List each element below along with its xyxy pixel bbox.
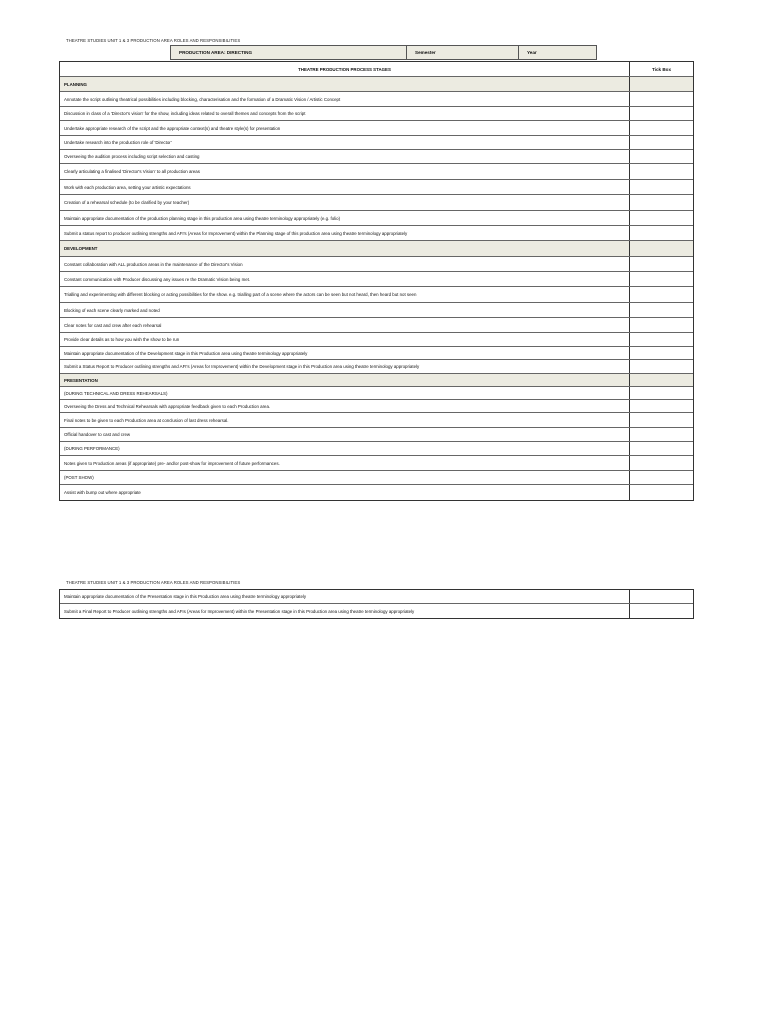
task-description: (POST SHOW) [60, 471, 630, 484]
task-description: Discussion in class of a 'Director's vision' for the show, including ideas related to overall themes and concepts from the script [60, 107, 630, 120]
table-row [60, 333, 693, 347]
table-row [60, 360, 693, 374]
task-description: Blocking of each scene clearly marked and noted [60, 303, 630, 317]
table-row [60, 442, 693, 456]
process-stages-table [59, 61, 694, 501]
task-description: Official handover to cast and crew [60, 428, 630, 441]
production-area-bar [170, 45, 597, 60]
tick-box[interactable] [630, 400, 693, 412]
task-description: Submit a status report to producer outlining strengths and AFI's (Areas for Improvement) within the Planning stage of this production area using theatre terminology appropriately [60, 226, 630, 240]
section-row [60, 241, 693, 257]
tick-box[interactable] [630, 471, 693, 484]
year-field[interactable]: Year [518, 46, 596, 59]
tick-box[interactable] [630, 485, 693, 500]
stages-header: THEATRE PRODUCTION PROCESS STAGES [60, 62, 630, 76]
task-description: Clearly articulating a finalised 'Director's Vision' to all production areas [60, 164, 630, 179]
table-row [60, 604, 693, 618]
task-description: (DURING TECHNICAL AND DRESS REHEARSALS) [60, 387, 630, 399]
tick-box[interactable] [630, 413, 693, 427]
section-row [60, 374, 693, 387]
table-row [60, 180, 693, 195]
tick-box[interactable] [630, 442, 693, 455]
tick-box[interactable] [630, 387, 693, 399]
tick-box[interactable] [630, 180, 693, 194]
tick-box[interactable] [630, 360, 693, 373]
tick-box[interactable] [630, 92, 693, 106]
task-description: Submit a Status Report to Producer outlining strengths and AFI's (Areas for Improvement) within the Development stage in this Production area using theatre terminology appropriately [60, 360, 630, 373]
tick-box[interactable] [630, 121, 693, 135]
tick-box-header: Tick Box [651, 66, 672, 72]
table-row [60, 107, 693, 121]
task-description: Notes given to Production areas (if appropriate) pre- and/or post-show for improvement of future performances. [60, 456, 630, 470]
tick-box[interactable] [630, 374, 693, 386]
table-row [60, 92, 693, 107]
task-description: (DURING PERFORMANCE) [60, 442, 630, 455]
table-row [60, 590, 693, 604]
page-header: THEATRE STUDIES UNIT 1 & 3 PRODUCTION AREA ROLES AND RESPONSIBILITIES [66, 38, 241, 43]
table-row [60, 121, 693, 136]
task-description: Provide clear details as to how you wish the show to be run [60, 333, 630, 346]
task-description: Maintain appropriate documentation of the Development stage in this Production area using theatre terminology appropriately [60, 347, 630, 359]
tick-box[interactable] [630, 257, 693, 271]
tick-box[interactable] [630, 333, 693, 346]
table-row [60, 485, 693, 500]
task-description: Assist with bump out where appropriate [60, 485, 630, 500]
task-description: Constant communication with Producer discussing any issues re the Dramatic Vision being met. [60, 272, 630, 286]
section-row [60, 77, 693, 92]
section-label: DEVELOPMENT [60, 241, 630, 256]
production-area-label: PRODUCTION AREA: DIRECTING [179, 50, 253, 55]
table-row [60, 400, 693, 413]
task-description: Final notes to be given to each Production area at conclusion of last dress rehearsal. [60, 413, 630, 427]
task-description: Constant collaboration with ALL production areas in the maintenance of the Director's Vision [60, 257, 630, 271]
tick-box[interactable] [630, 272, 693, 286]
tick-box[interactable] [630, 241, 693, 256]
table-row [60, 226, 693, 241]
task-description: Overseeing the audition process including script selection and casting [60, 150, 630, 163]
tick-box[interactable] [630, 107, 693, 120]
tick-box[interactable] [630, 226, 693, 240]
tick-box[interactable] [630, 347, 693, 359]
table-row [60, 195, 693, 211]
task-description: Maintain appropriate documentation of the Presentation stage in this Production area using theatre terminology appropriately [60, 590, 630, 603]
table-row [60, 257, 693, 272]
tick-box[interactable] [630, 318, 693, 332]
tick-box[interactable] [630, 456, 693, 470]
table-row [60, 136, 693, 150]
task-description: Annotate the script outlining theatrical possibilities including blocking, characterisation and the formation of a Dramatic Vision / Artistic Concept [60, 92, 630, 106]
task-description: Work with each production area, setting your artistic expectations [60, 180, 630, 194]
tick-box[interactable] [630, 428, 693, 441]
task-description: Creation of a rehearsal schedule (to be clarified by your teacher) [60, 195, 630, 210]
tick-box[interactable] [630, 77, 693, 91]
task-description: Clear notes for cast and crew after each rehearsal [60, 318, 630, 332]
section-label: PRESENTATION [60, 374, 630, 386]
semester-field[interactable]: Semester [406, 46, 518, 59]
table-row [60, 272, 693, 287]
table-row [60, 164, 693, 180]
table-row [60, 318, 693, 333]
tick-box[interactable] [630, 604, 693, 618]
task-description: Undertake appropriate research of the script and the appropriate context(s) and theatre style(s) for presentation [60, 121, 630, 135]
presentation-continued-table [59, 589, 694, 619]
tick-box[interactable] [630, 303, 693, 317]
table-row [60, 303, 693, 318]
table-row [60, 471, 693, 485]
tick-box[interactable] [630, 136, 693, 149]
table-row [60, 428, 693, 442]
table-row [60, 456, 693, 471]
task-description: Maintain appropriate documentation of the production planning stage in this production area using theatre terminology appropriately (e.g. folio) [60, 211, 630, 225]
table-row [60, 413, 693, 428]
tick-box[interactable] [630, 211, 693, 225]
page2-header: THEATRE STUDIES UNIT 1 & 3 PRODUCTION AREA ROLES AND RESPONSIBILITIES [66, 580, 241, 585]
task-description: Undertake research into the production role of 'Director' [60, 136, 630, 149]
tick-box[interactable] [630, 195, 693, 210]
tick-box[interactable] [630, 590, 693, 603]
task-description: Trialling and experimenting with different blocking or acting possibilities for the show. e.g. trialling part of a scene where the actors can be seen but not heard, then heard but not seen [60, 287, 630, 302]
table-row [60, 387, 693, 400]
section-label: PLANNING [60, 77, 630, 91]
table-row [60, 347, 693, 360]
table-row [60, 150, 693, 164]
table-row [60, 287, 693, 303]
task-description: Submit a Final Report to Producer outlining strengths and AFIs (Areas for Improvement) within the Presentation stage in this Production area using theatre terminology appropriately [60, 604, 630, 618]
tick-box[interactable] [630, 287, 693, 302]
table-header-row [60, 62, 693, 77]
table-row [60, 211, 693, 226]
tick-box[interactable] [630, 164, 693, 179]
tick-box[interactable] [630, 150, 693, 163]
task-description: Overseeing the Dress and Technical Rehearsals with appropriate feedback given to each Production area. [60, 400, 630, 412]
